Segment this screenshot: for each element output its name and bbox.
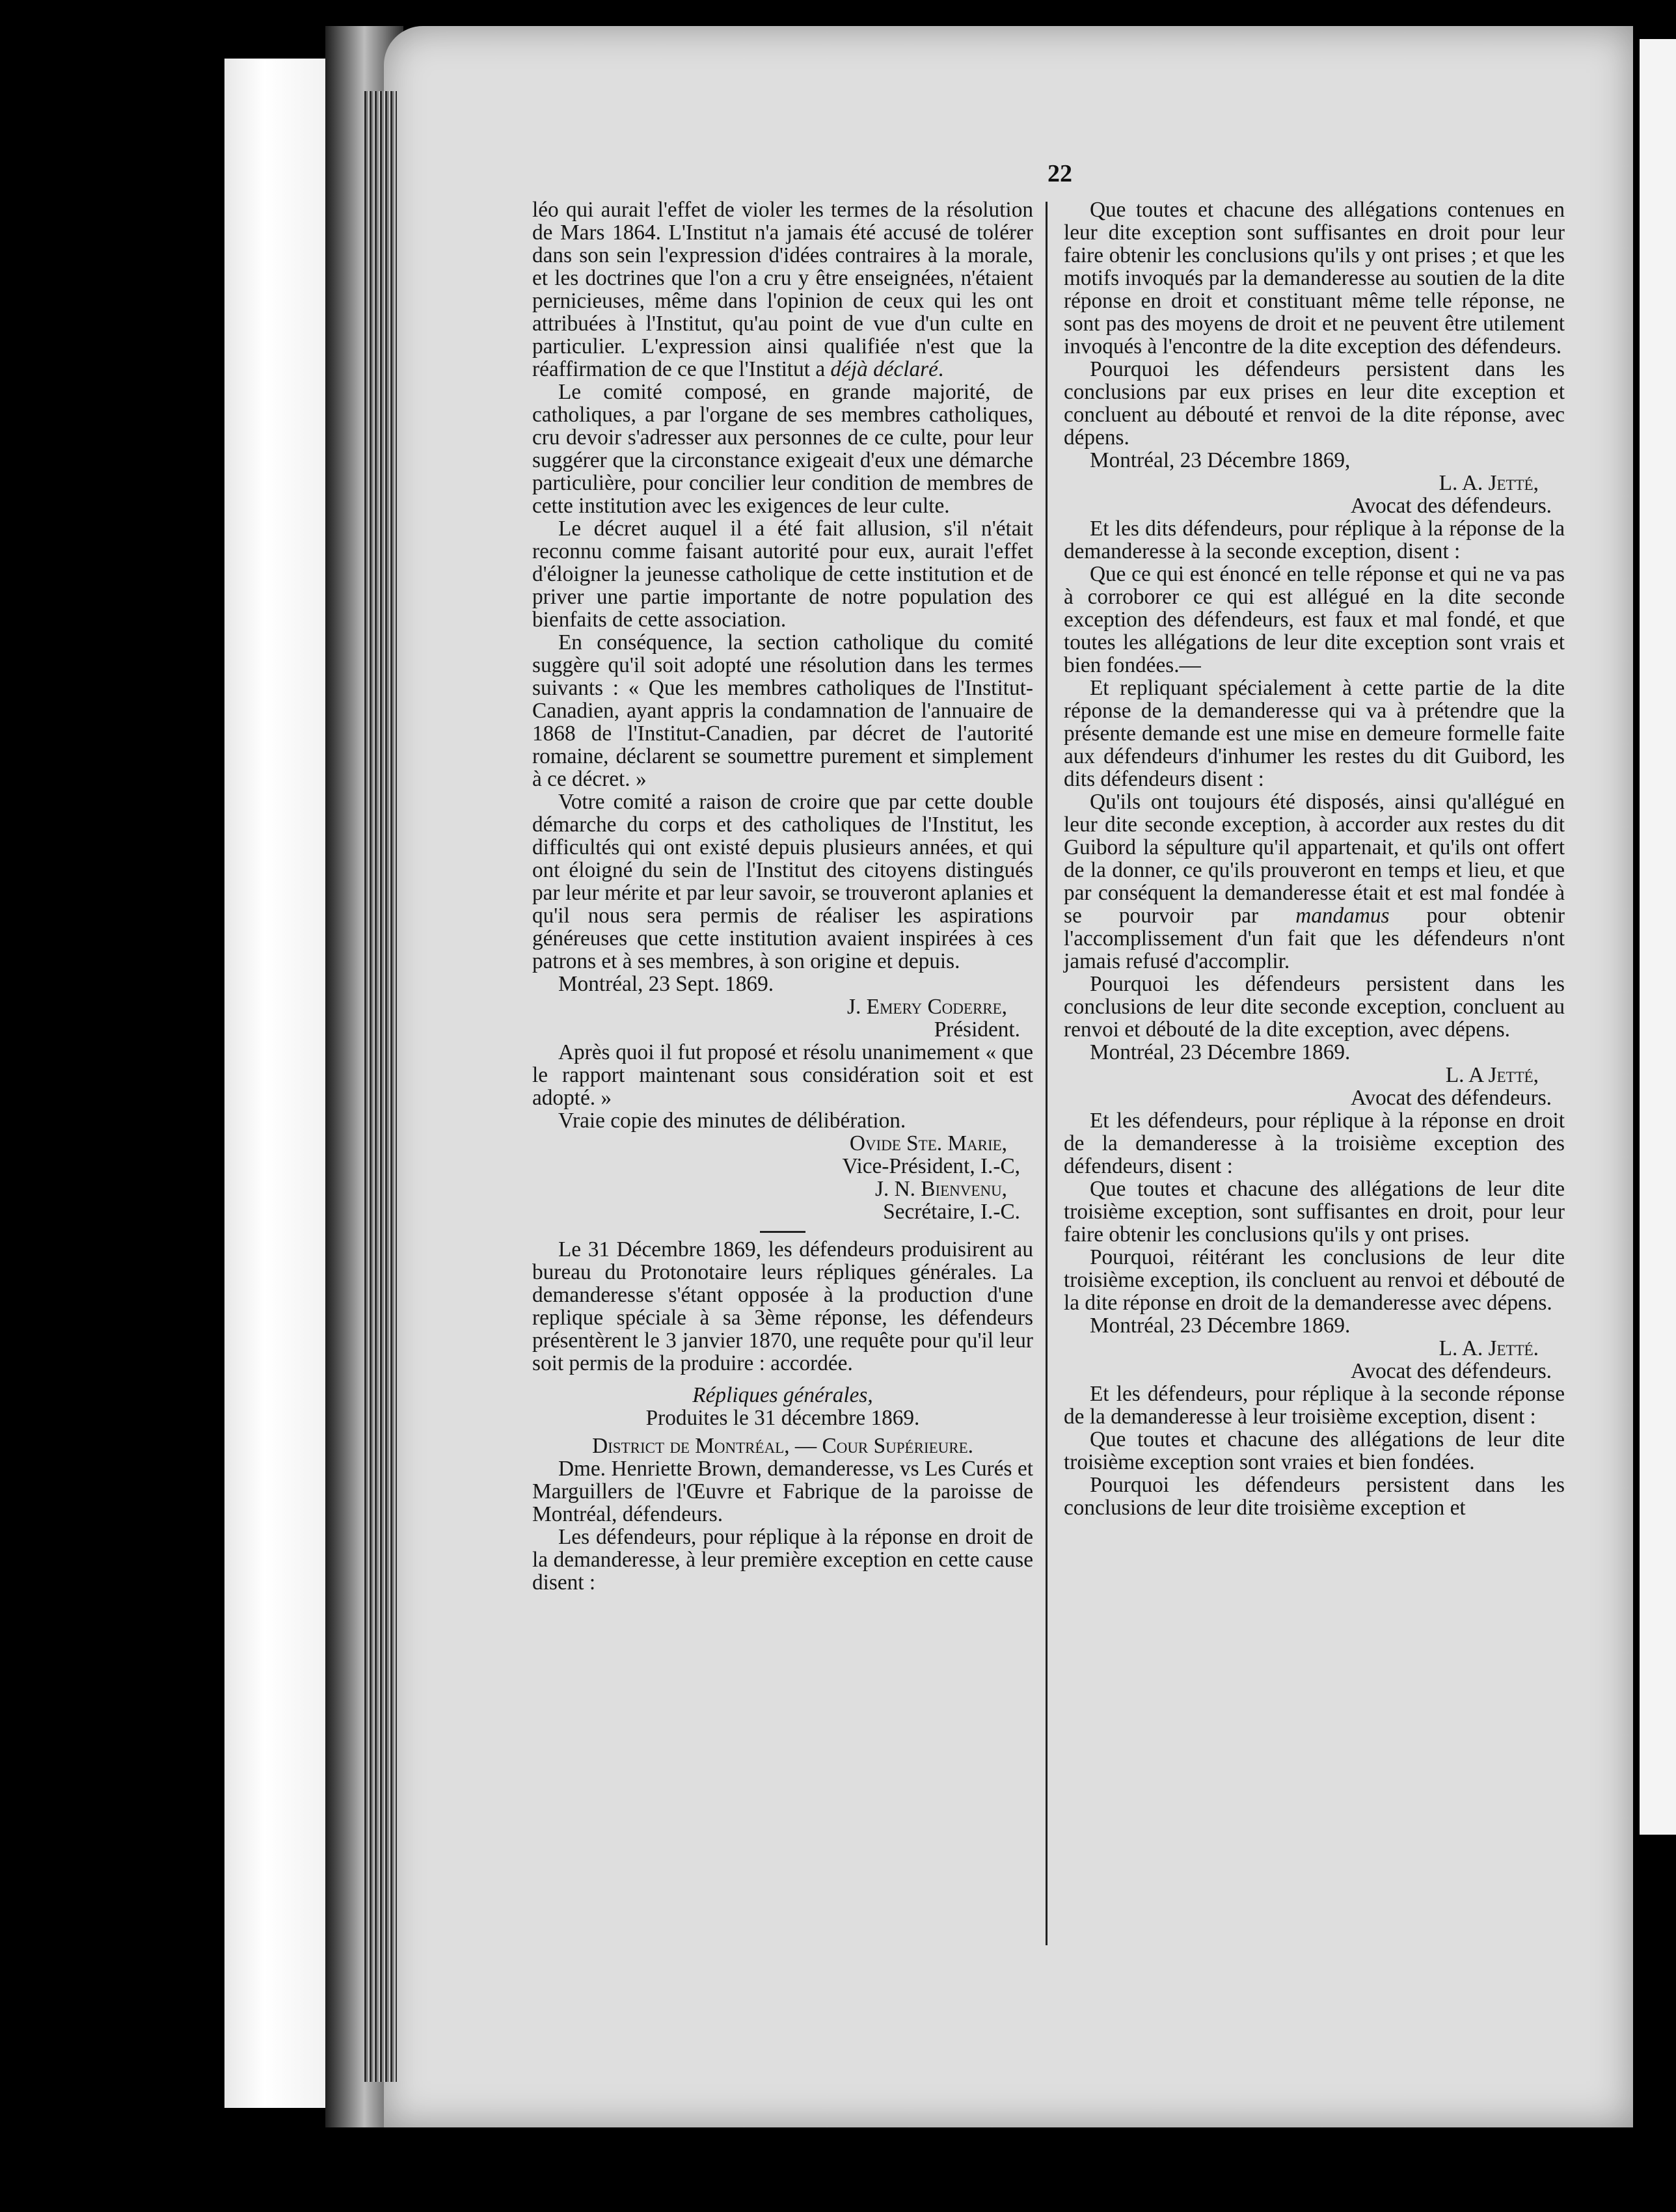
paragraph: Que ce qui est énoncé en telle réponse et qui ne va pas à corroborer ce qui est allégué en la dite seconde exception des défendeurs, est faux et mal fondé, et que toutes les allégations de leur dite exception sont vrais et bien fondées.—: [1064, 562, 1565, 677]
signature-name: L. A. Jetté.: [1439, 1336, 1539, 1360]
dateline: Montréal, 23 Décembre 1869,: [1089, 448, 1351, 472]
paragraph: Pourquoi les défendeurs persistent dans les conclusions de leur dite troisième exception et: [1064, 1473, 1565, 1520]
paragraph: Le comité composé, en grande majorité, de catholiques, a par l'organe de ses membres catholiques, cru devoir s'adresser aux personnes de ce culte, pour leur suggérer que la circonstance exigeait d'eux une démarche particulière, pour concilier leur condition de membres de cette institution avec les exigences de leur culte.: [532, 380, 1033, 518]
section-rule: [760, 1231, 805, 1233]
film-margin-right: [1640, 39, 1676, 1835]
paragraph: Dme. Henriette Brown, demanderesse, vs Les Curés et Marguillers de l'Œuvre et Fabrique de la paroisse de Montréal, défendeurs.: [532, 1457, 1033, 1526]
section-heading: Répliques générales,: [692, 1383, 873, 1407]
paragraph: Pourquoi, réitérant les conclusions de leur dite troisième exception, ils concluent au renvoi et débouté de la dite réponse en droit de la demanderesse avec dépens.: [1064, 1245, 1565, 1315]
column-divider: [1046, 202, 1048, 1945]
paragraph: Et les défendeurs, pour réplique à la seconde réponse de la demanderesse à leur troisième exception, disent :: [1064, 1382, 1565, 1429]
paragraph: Vraie copie des minutes de délibération.: [558, 1109, 906, 1133]
signature-name: J. N. Bienvenu,: [874, 1177, 1007, 1201]
page-number: 22: [1048, 160, 1072, 187]
paragraph: Pourquoi les défendeurs persistent dans les conclusions de leur dite seconde exception, concluent au renvoi et débouté de la dite exception, avec dépens.: [1064, 972, 1565, 1042]
signature-title: Président.: [934, 1018, 1020, 1042]
paragraph: Et les dits défendeurs, pour réplique à la réponse de la demanderesse à la seconde exception, disent :: [1064, 517, 1565, 563]
signature-title: Vice-Président, I.-C,: [842, 1154, 1020, 1178]
film-margin-left: [224, 59, 325, 2108]
paragraph: Les défendeurs, pour réplique à la réponse en droit de la demanderesse, à leur première exception en cette cause disent :: [532, 1525, 1033, 1595]
left-column: [532, 198, 1033, 1594]
dateline: Montréal, 23 Décembre 1869.: [1089, 1314, 1351, 1338]
paragraph: Et les défendeurs, pour réplique à la réponse en droit de la demanderesse à la troisième exception des défendeurs, disent :: [1064, 1109, 1565, 1178]
signature-name: L. A Jetté,: [1445, 1063, 1539, 1087]
paragraph: léo qui aurait l'effet de violer les termes de la résolution de Mars 1864. L'Institut n'a jamais été accusé de tolérer dans son sein l'expression d'idées contraires à la morale, et les doctrines que l'on a cru y être enseignées, n'étaient pernicieuses, même dans l'opinion de ceux qui les ont attribuées à l'Institut, qu'au point de vue d'un culte en particulier. L'expression ainsi qualifiée n'est que la réaffirmation de ce que l'Institut a déjà déclaré.: [532, 198, 1033, 381]
signature-name: L. A. Jetté,: [1439, 471, 1539, 495]
right-column: [1064, 198, 1565, 1519]
section-subheading: Produites le 31 décembre 1869.: [645, 1406, 920, 1430]
paragraph: Que toutes et chacune des allégations contenues en leur dite exception sont suffisantes en droit pour leur faire obtenir les conclusions qu'ils y ont prises ; et que les motifs invoqués par la demanderesse au soutien de la dite réponse en droit et constituant même telle réponse, ne sont pas des moyens de droit et ne peuvent être utilement invoqués à l'encontre de la dite exception des défendeurs.: [1064, 198, 1565, 358]
paragraph: Après quoi il fut proposé et résolu unanimement « que le rapport maintenant sous considération soit et est adopté. »: [532, 1040, 1033, 1110]
signature-name: J. Emery Coderre,: [847, 995, 1007, 1019]
signature-title: Avocat des défendeurs.: [1350, 1086, 1552, 1110]
paragraph: Pourquoi les défendeurs persistent dans les conclusions par eux prises en leur dite exception et concluent au débouté et renvoi de la dite réponse, avec dépens.: [1064, 357, 1565, 450]
page-stack-edge: [364, 91, 397, 2082]
district-line: District de Montréal, — Cour Supérieure.: [592, 1434, 973, 1458]
paragraph: En conséquence, la section catholique du comité suggère qu'il soit adopté une résolution dans les termes suivants : « Que les membres catholiques de l'Institut-Canadien, ayant appris la condamnation de l'annuaire de 1868 de l'Institut-Canadien, par décret de l'autorité romaine, déclarent se soumettre purement et simplement à ce décret. »: [532, 630, 1033, 791]
paragraph: Et repliquant spécialement à cette partie de la dite réponse de la demanderesse qui va à prétendre que la présente demande est une mise en demeure formelle faite aux défendeurs d'inhumer les restes du dit Guibord, les dits défendeurs disent :: [1064, 676, 1565, 791]
paragraph: Le décret auquel il a été fait allusion, s'il n'était reconnu comme faisant autorité pour eux, aurait l'effet d'éloigner la jeunesse catholique de cette institution et de priver une partie importante de notre population des bienfaits de cette association.: [532, 517, 1033, 632]
signature-title: Avocat des défendeurs.: [1350, 1359, 1552, 1383]
dateline: Montréal, 23 Sept. 1869.: [558, 972, 774, 996]
dateline: Montréal, 23 Décembre 1869.: [1089, 1040, 1351, 1064]
paragraph: Que toutes et chacune des allégations de leur dite troisième exception, sont suffisantes en droit, pour leur faire obtenir les conclusions qu'ils y ont prises.: [1064, 1177, 1565, 1247]
paragraph: Que toutes et chacune des allégations de leur dite troisième exception sont vraies et bien fondées.: [1064, 1427, 1565, 1474]
paragraph: Votre comité a raison de croire que par cette double démarche du corps et des catholiques de l'Institut, les difficultés qui ont existé depuis plusieurs années, et qui ont éloigné du sein de l'Institut des citoyens distingués par leur mérite et par leur savoir, se trouveront aplanies et qu'il nous sera permis de réaliser les aspirations généreuses que cette institution avaient inspirées à ces patrons et à ses membres, à son origine et depuis.: [532, 790, 1033, 973]
signature-name: Ovide Ste. Marie,: [849, 1131, 1007, 1155]
signature-title: Avocat des défendeurs.: [1350, 494, 1552, 518]
paragraph: Qu'ils ont toujours été disposés, ainsi qu'allégué en leur dite seconde exception, à accorder aux restes du dit Guibord la sépulture qu'il appartenait, et qu'ils ont offert de la donner, ce qu'ils prouveront en temps et lieu, et que par conséquent la demanderesse était et est mal fondée à se pourvoir par mandamus pour obtenir l'accomplissement d'un fait que les défendeurs n'ont jamais refusé d'accomplir.: [1064, 790, 1565, 973]
signature-title: Secrétaire, I.-C.: [883, 1200, 1020, 1224]
paragraph: Le 31 Décembre 1869, les défendeurs produisirent au bureau du Protonotaire leurs répliques générales. La demanderesse s'étant opposée à la production d'une replique spéciale à sa 3ème réponse, les défendeurs présentèrent le 3 janvier 1870, une requête pour qu'il leur soit permis de la produire : accordée.: [532, 1237, 1033, 1375]
